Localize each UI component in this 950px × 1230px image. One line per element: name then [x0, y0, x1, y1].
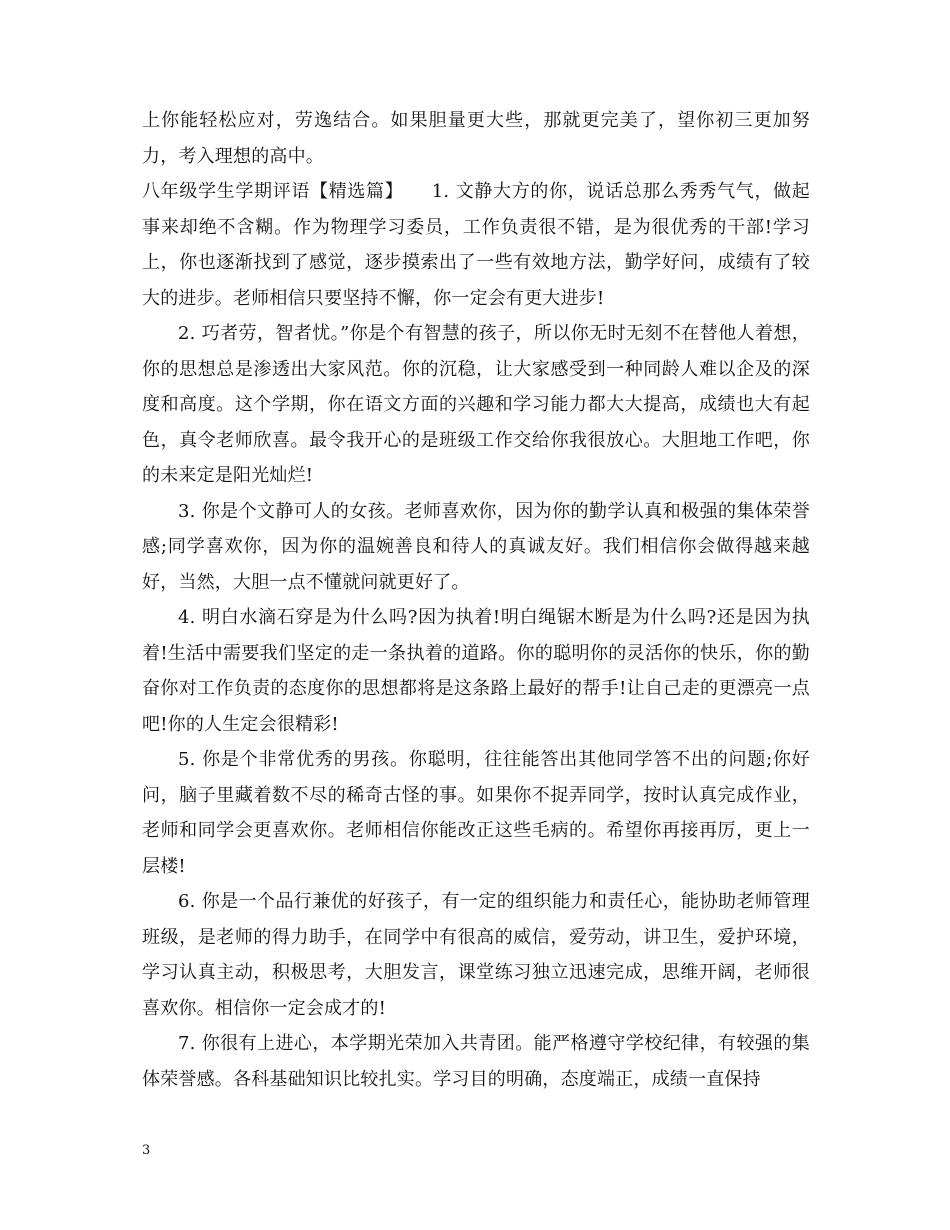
document-body: [142, 103, 810, 1097]
paragraph-comment-6: 6. 你是一个品行兼优的好孩子，有一定的组织能力和责任心，能协助老师管理班级，是老师的得力助手，在同学中有很高的威信，爱劳动，讲卫生，爱护环境，学习认真主动，积极思考，大胆发言，课堂练习独立迅速完成，思维开阔，老师很喜欢你。相信你一定会成才的!: [142, 891, 810, 1019]
paragraph-comment-4: 4. 明白水滴石穿是为什么吗?因为执着!明白绳锯木断是为什么吗?还是因为执着!生活中需要我们坚定的走一条执着的道路。你的聪明你的灵活你的快乐，你的勤奋你对工作负责的态度你的思想都将是这条路上最好的帮手!让自己走的更漂亮一点吧!你的人生定会很精彩!: [142, 607, 810, 735]
paragraph-comment-5: 5. 你是个非常优秀的男孩。你聪明，往往能答出其他同学答不出的问题;你好问，脑子里藏着数不尽的稀奇古怪的事。如果你不捉弄同学，按时认真完成作业，老师和同学会更喜欢你。老师相信你能改正这些毛病的。希望你再接再厉，更上一层楼!: [142, 749, 810, 877]
paragraph-section-heading-comment-1: 八年级学生学期评语【精选篇】 1. 文静大方的你，说话总那么秀秀气气，做起事来却绝不含糊。作为物理学习委员，工作负责很不错，是为很优秀的干部!学习上，你也逐渐找到了感觉，逐步摸索出了一些有效地方法，勤学好问，成绩有了较大的进步。老师相信只要坚持不懈，你一定会有更大进步!: [142, 181, 810, 309]
paragraph-comment-7: 7. 你很有上进心，本学期光荣加入共青团。能严格遵守学校纪律，有较强的集体荣誉感。各科基础知识比较扎实。学习目的明确，态度端正，成绩一直保持: [142, 1033, 810, 1090]
page-number: 3: [142, 1143, 151, 1158]
paragraph-continuation: 上你能轻松应对，劳逸结合。如果胆量更大些，那就更完美了，望你初三更加努力，考入理想的高中。: [142, 110, 810, 167]
paragraph-comment-3: 3. 你是个文静可人的女孩。老师喜欢你，因为你的勤学认真和极强的集体荣誉感;同学喜欢你，因为你的温婉善良和待人的真诚友好。我们相信你会做得越来越好，当然，大胆一点不懂就问就更好了。: [142, 500, 810, 593]
paragraph-comment-2: 2. 巧者劳，智者忧。”你是个有智慧的孩子，所以你无时无刻不在替他人着想，你的思想总是渗透出大家风范。你的沉稳，让大家感受到一种同龄人难以企及的深度和高度。这个学期，你在语文方面的兴趣和学习能力都大大提高，成绩也大有起色，真令老师欣喜。最令我开心的是班级工作交给你我很放心。大胆地工作吧，你的未来定是阳光灿烂!: [142, 323, 810, 486]
